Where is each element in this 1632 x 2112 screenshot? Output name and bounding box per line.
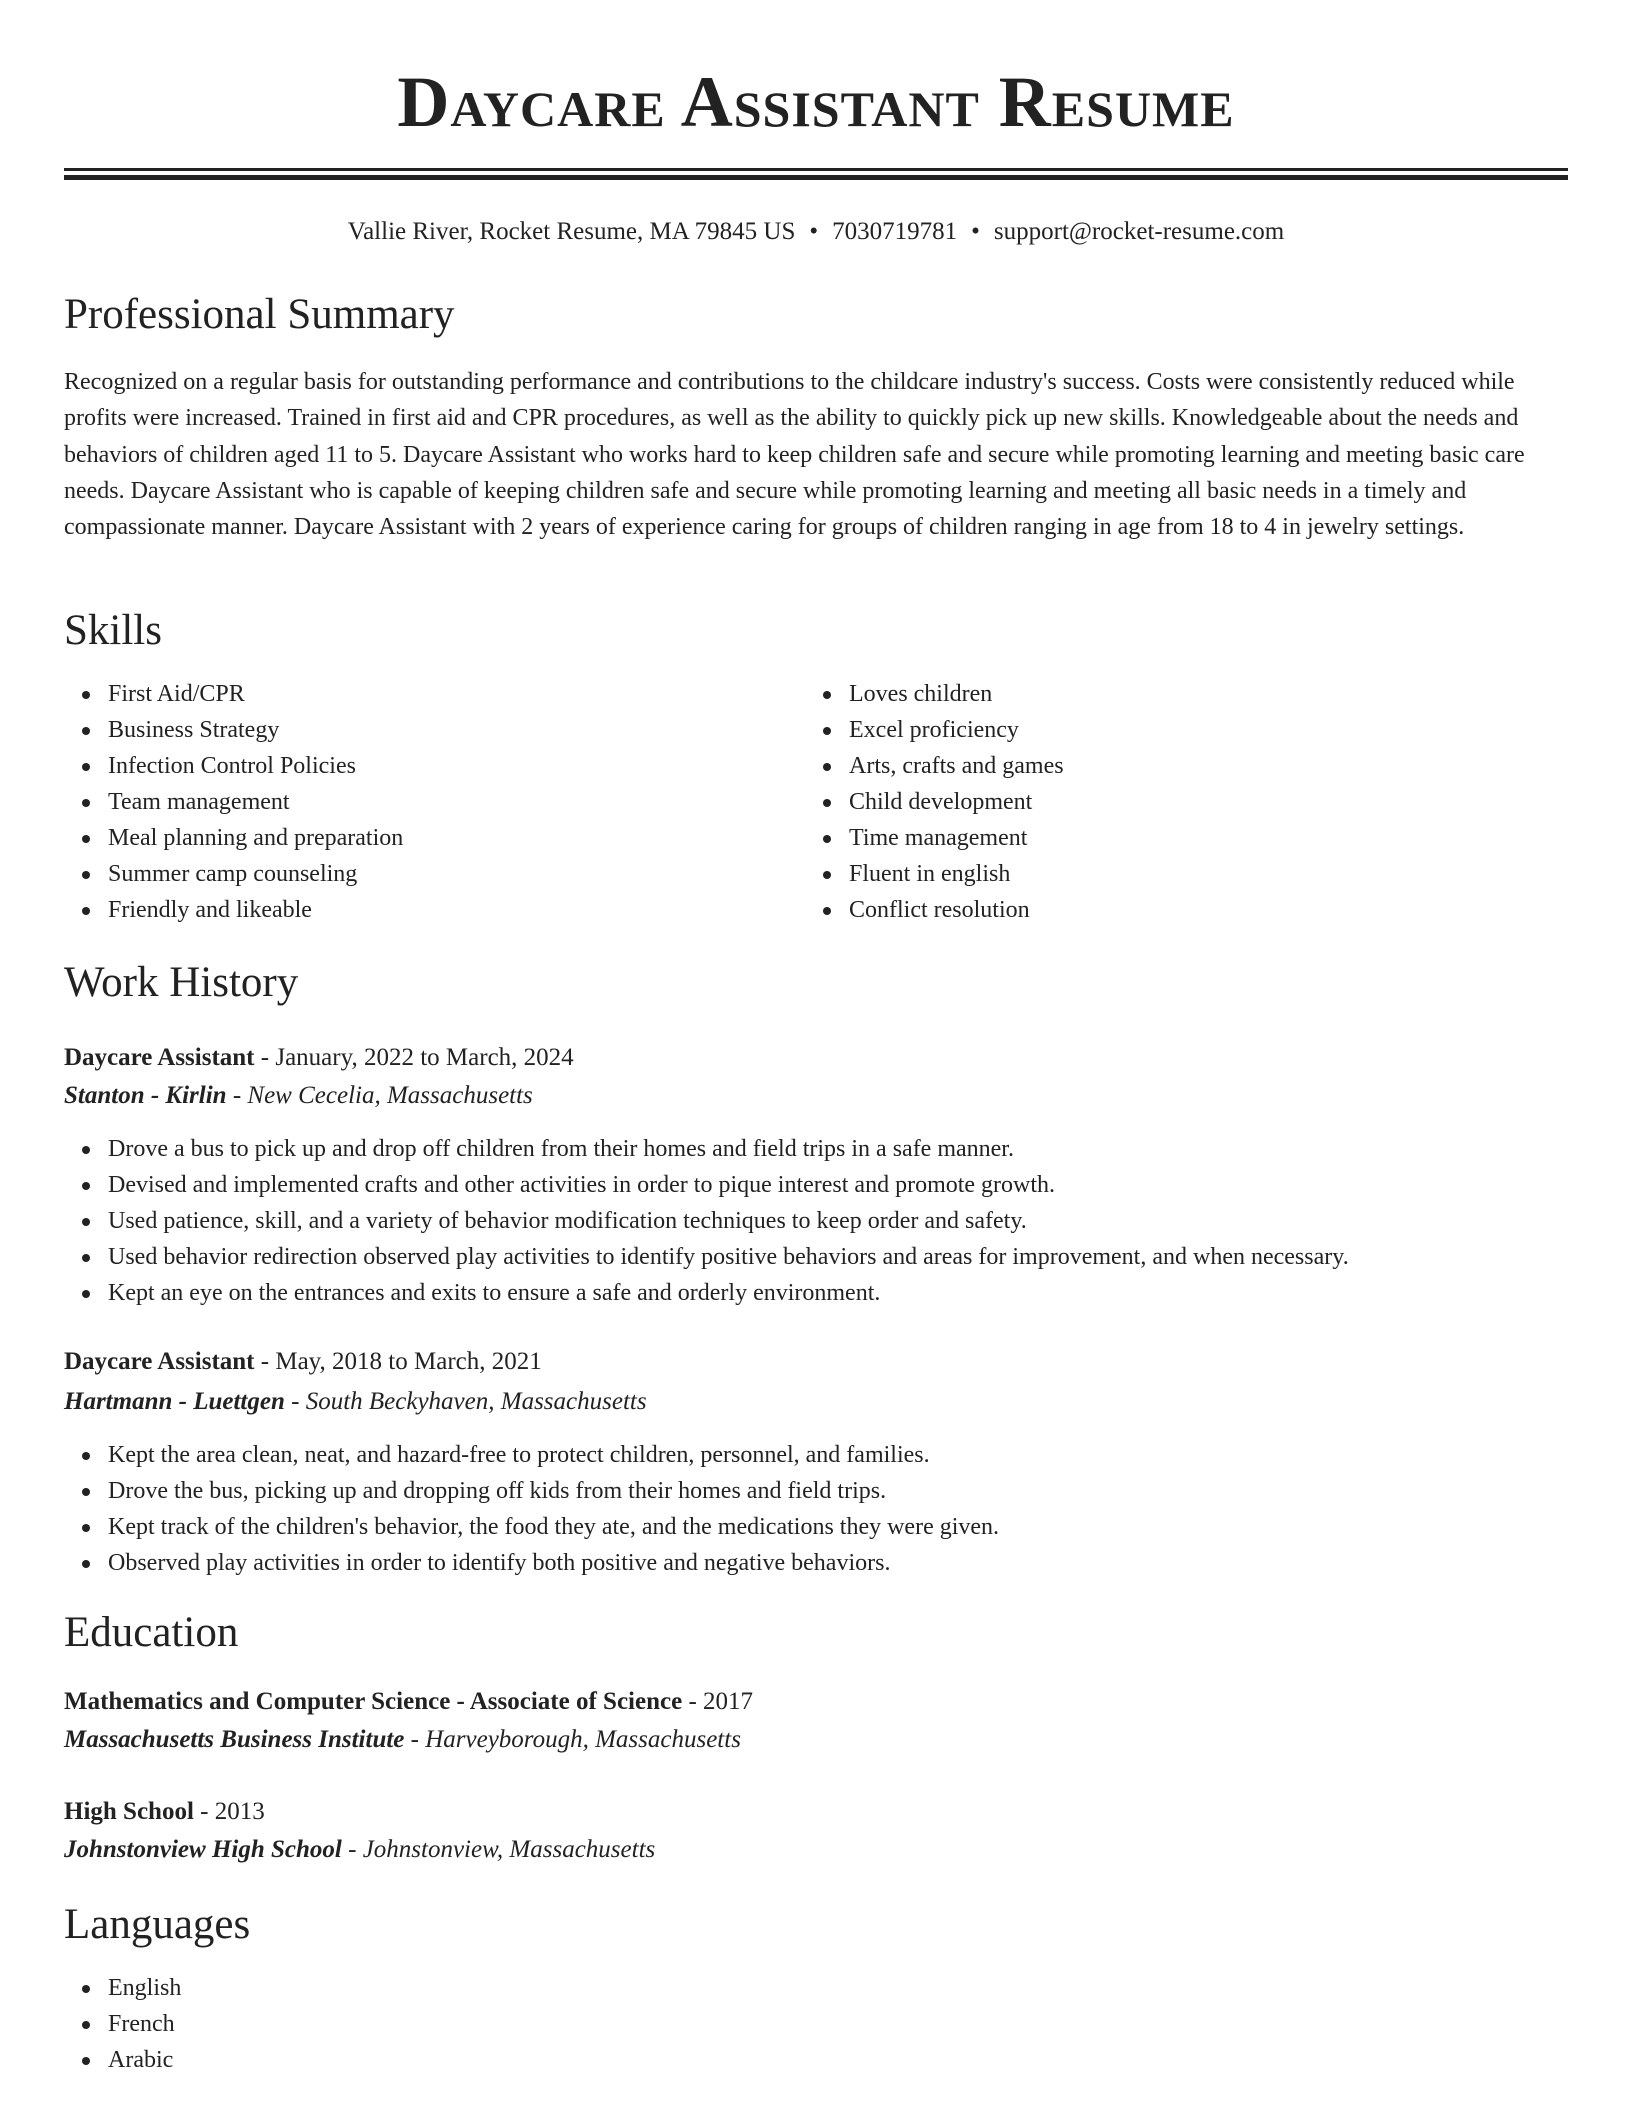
education-degree-line — [64, 1684, 753, 1720]
education-location: Harveyborough, Massachusetts — [425, 1726, 741, 1753]
education-school-line — [64, 1722, 741, 1758]
skills-heading: Skills — [64, 607, 162, 654]
education-heading: Education — [64, 1609, 239, 1656]
job-title-line — [64, 1040, 574, 1076]
languages-heading: Languages — [64, 1901, 251, 1948]
contact-phone: 7030719781 — [832, 218, 958, 245]
skill-item: Conflict resolution — [805, 892, 1525, 928]
education-school: Johnstonview High School — [64, 1836, 342, 1863]
dash-separator: - — [284, 1388, 306, 1415]
work-heading: Work History — [64, 959, 299, 1006]
skill-item: Meal planning and preparation — [64, 820, 784, 856]
job-company-line — [64, 1384, 647, 1420]
skill-item: Business Strategy — [64, 712, 784, 748]
dash-separator: - — [254, 1348, 276, 1375]
job-duty: Devised and implemented crafts and other activities in order to pique interest and promote growth. — [64, 1167, 1568, 1203]
job-duty: Drove a bus to pick up and drop off children from their homes and field trips in a safe manner. — [64, 1131, 1568, 1167]
language-item: English — [64, 1970, 784, 2006]
contact-line — [64, 214, 1568, 250]
job-duty: Kept the area clean, neat, and hazard-free to protect children, personnel, and families. — [64, 1437, 1568, 1473]
contact-separator: • — [971, 218, 980, 245]
job-title: Daycare Assistant — [64, 1044, 255, 1071]
job-company: Hartmann - Luettgen — [64, 1388, 285, 1415]
title-rule-bottom — [64, 175, 1568, 180]
job-location: South Beckyhaven, Massachusetts — [305, 1388, 647, 1415]
skills-list-left — [64, 676, 784, 928]
skill-item: Loves children — [805, 676, 1525, 712]
job-duty: Observed play activities in order to identify both positive and negative behaviors. — [64, 1545, 1568, 1581]
resume-title: Daycare Assistant Resume — [397, 62, 1235, 142]
language-item: French — [64, 2006, 784, 2042]
languages-list — [64, 1970, 784, 2078]
skill-item: First Aid/CPR — [64, 676, 784, 712]
dash-separator: - — [404, 1726, 426, 1753]
job-duty: Kept an eye on the entrances and exits to ensure a safe and orderly environment. — [64, 1275, 1568, 1311]
job-duty: Drove the bus, picking up and dropping off kids from their homes and field trips. — [64, 1473, 1568, 1509]
skill-item: Time management — [805, 820, 1525, 856]
skill-item: Fluent in english — [805, 856, 1525, 892]
contact-email: support@rocket-resume.com — [993, 218, 1285, 245]
job-duties-list — [64, 1437, 1568, 1581]
job-title-line — [64, 1344, 542, 1380]
job-duty: Used behavior redirection observed play activities to identify positive behaviors and areas for improvement, and when necessary. — [64, 1239, 1568, 1275]
job-dates: May, 2018 to March, 2021 — [275, 1348, 542, 1375]
education-year: 2013 — [214, 1798, 265, 1825]
education-school: Massachusetts Business Institute — [64, 1726, 405, 1753]
education-degree-line — [64, 1794, 265, 1830]
title-rule-top — [64, 168, 1568, 171]
education-location: Johnstonview, Massachusetts — [362, 1836, 656, 1863]
summary-text: Recognized on a regular basis for outstanding performance and contributions to the childcare industry's success. Costs were consistently reduced while profits were increased. Trained in first aid and CPR procedures, as well as the ability to quickly pick up new skills. Knowledgeable about the needs and behaviors of children aged 11 to 5. Daycare Assistant who works hard to keep children safe and secure while promoting learning and meeting basic care needs. Daycare Assistant who is capable of keeping children safe and secure while promoting learning and meeting all basic needs in a timely and compassionate manner. Daycare Assistant with 2 years of experience caring for groups of children ranging in age from 18 to 4 in jewelry settings. — [64, 369, 1525, 541]
education-degree: High School — [64, 1798, 194, 1825]
education-degree: Mathematics and Computer Science - Associate of Science — [64, 1688, 683, 1715]
dash-separator: - — [682, 1688, 704, 1715]
job-duties-list — [64, 1131, 1568, 1311]
contact-separator: • — [809, 218, 819, 245]
job-company-line — [64, 1078, 533, 1114]
dash-separator: - — [254, 1044, 276, 1071]
skills-list-right — [805, 676, 1525, 928]
dash-separator: - — [341, 1836, 363, 1863]
skill-item: Arts, crafts and games — [805, 748, 1525, 784]
job-location: New Cecelia, Massachusetts — [247, 1082, 533, 1109]
summary-heading: Professional Summary — [64, 291, 455, 338]
job-company: Stanton - Kirlin — [64, 1082, 227, 1109]
dash-separator: - — [193, 1798, 215, 1825]
skill-item: Friendly and likeable — [64, 892, 784, 928]
contact-address: Vallie River, Rocket Resume, MA 79845 US — [347, 218, 796, 245]
language-item: Arabic — [64, 2042, 784, 2078]
skill-item: Excel proficiency — [805, 712, 1525, 748]
skill-item: Summer camp counseling — [64, 856, 784, 892]
skill-item: Child development — [805, 784, 1525, 820]
job-dates: January, 2022 to March, 2024 — [275, 1044, 574, 1071]
skill-item: Team management — [64, 784, 784, 820]
skill-item: Infection Control Policies — [64, 748, 784, 784]
dash-separator: - — [226, 1082, 248, 1109]
education-year: 2017 — [703, 1688, 754, 1715]
job-duty: Kept track of the children's behavior, the food they ate, and the medications they were given. — [64, 1509, 1568, 1545]
education-school-line — [64, 1832, 655, 1868]
job-duty: Used patience, skill, and a variety of behavior modification techniques to keep order and safety. — [64, 1203, 1568, 1239]
job-title: Daycare Assistant — [64, 1348, 255, 1375]
